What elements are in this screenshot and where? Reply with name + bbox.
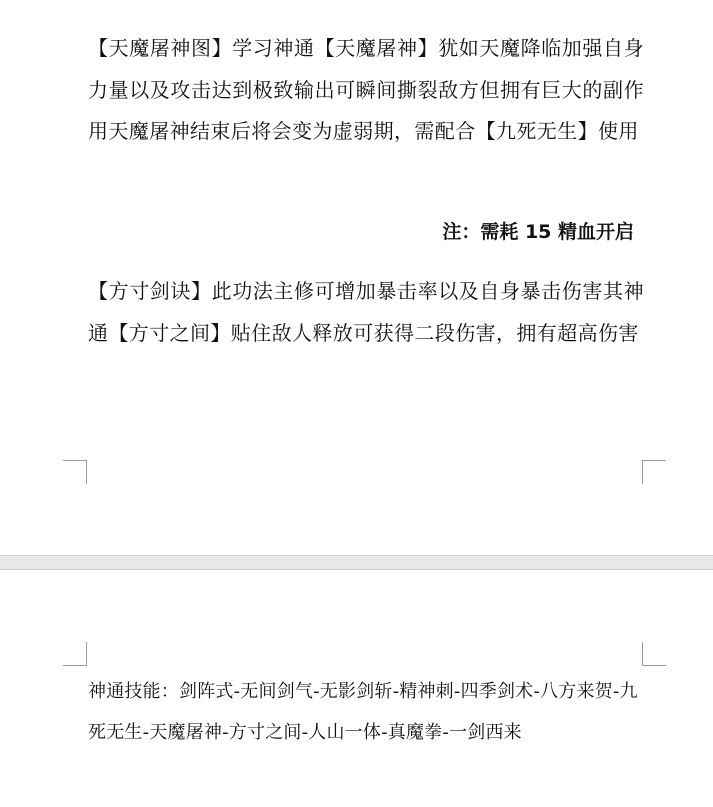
page-corner-mark-bottom-left	[63, 460, 87, 484]
page-separator	[0, 555, 713, 570]
page-corner-mark-top-left	[63, 642, 87, 666]
paragraph-tianmo-tushen: 【天魔屠神图】学习神通【天魔屠神】犹如天魔降临加强自身力量以及攻击达到极致输出可瞬间撕裂敌方但拥有巨大的副作用天魔屠神结束后将会变为虚弱期，需配合【九死无生】使用	[88, 36, 644, 143]
page-corner-mark-bottom-right	[642, 460, 666, 484]
paragraph-fangcun-jianjue: 【方寸剑诀】此功法主修可增加暴击率以及自身暴击伤害其神通【方寸之间】贴住敌人释放可获得二段伤害，拥有超高伤害	[88, 279, 644, 345]
document-page-2	[0, 570, 713, 807]
skills-list: 神通技能：剑阵式-无间剑气-无影剑斩-精神刺-四季剑术-八方来贺-九死无生-天魔屠神-方寸之间-人山一体-真魔拳-一剑西来	[88, 681, 638, 743]
page-corner-mark-top-right	[642, 642, 666, 666]
note-blood-cost: 注：需耗 15 精血开启	[442, 221, 634, 243]
